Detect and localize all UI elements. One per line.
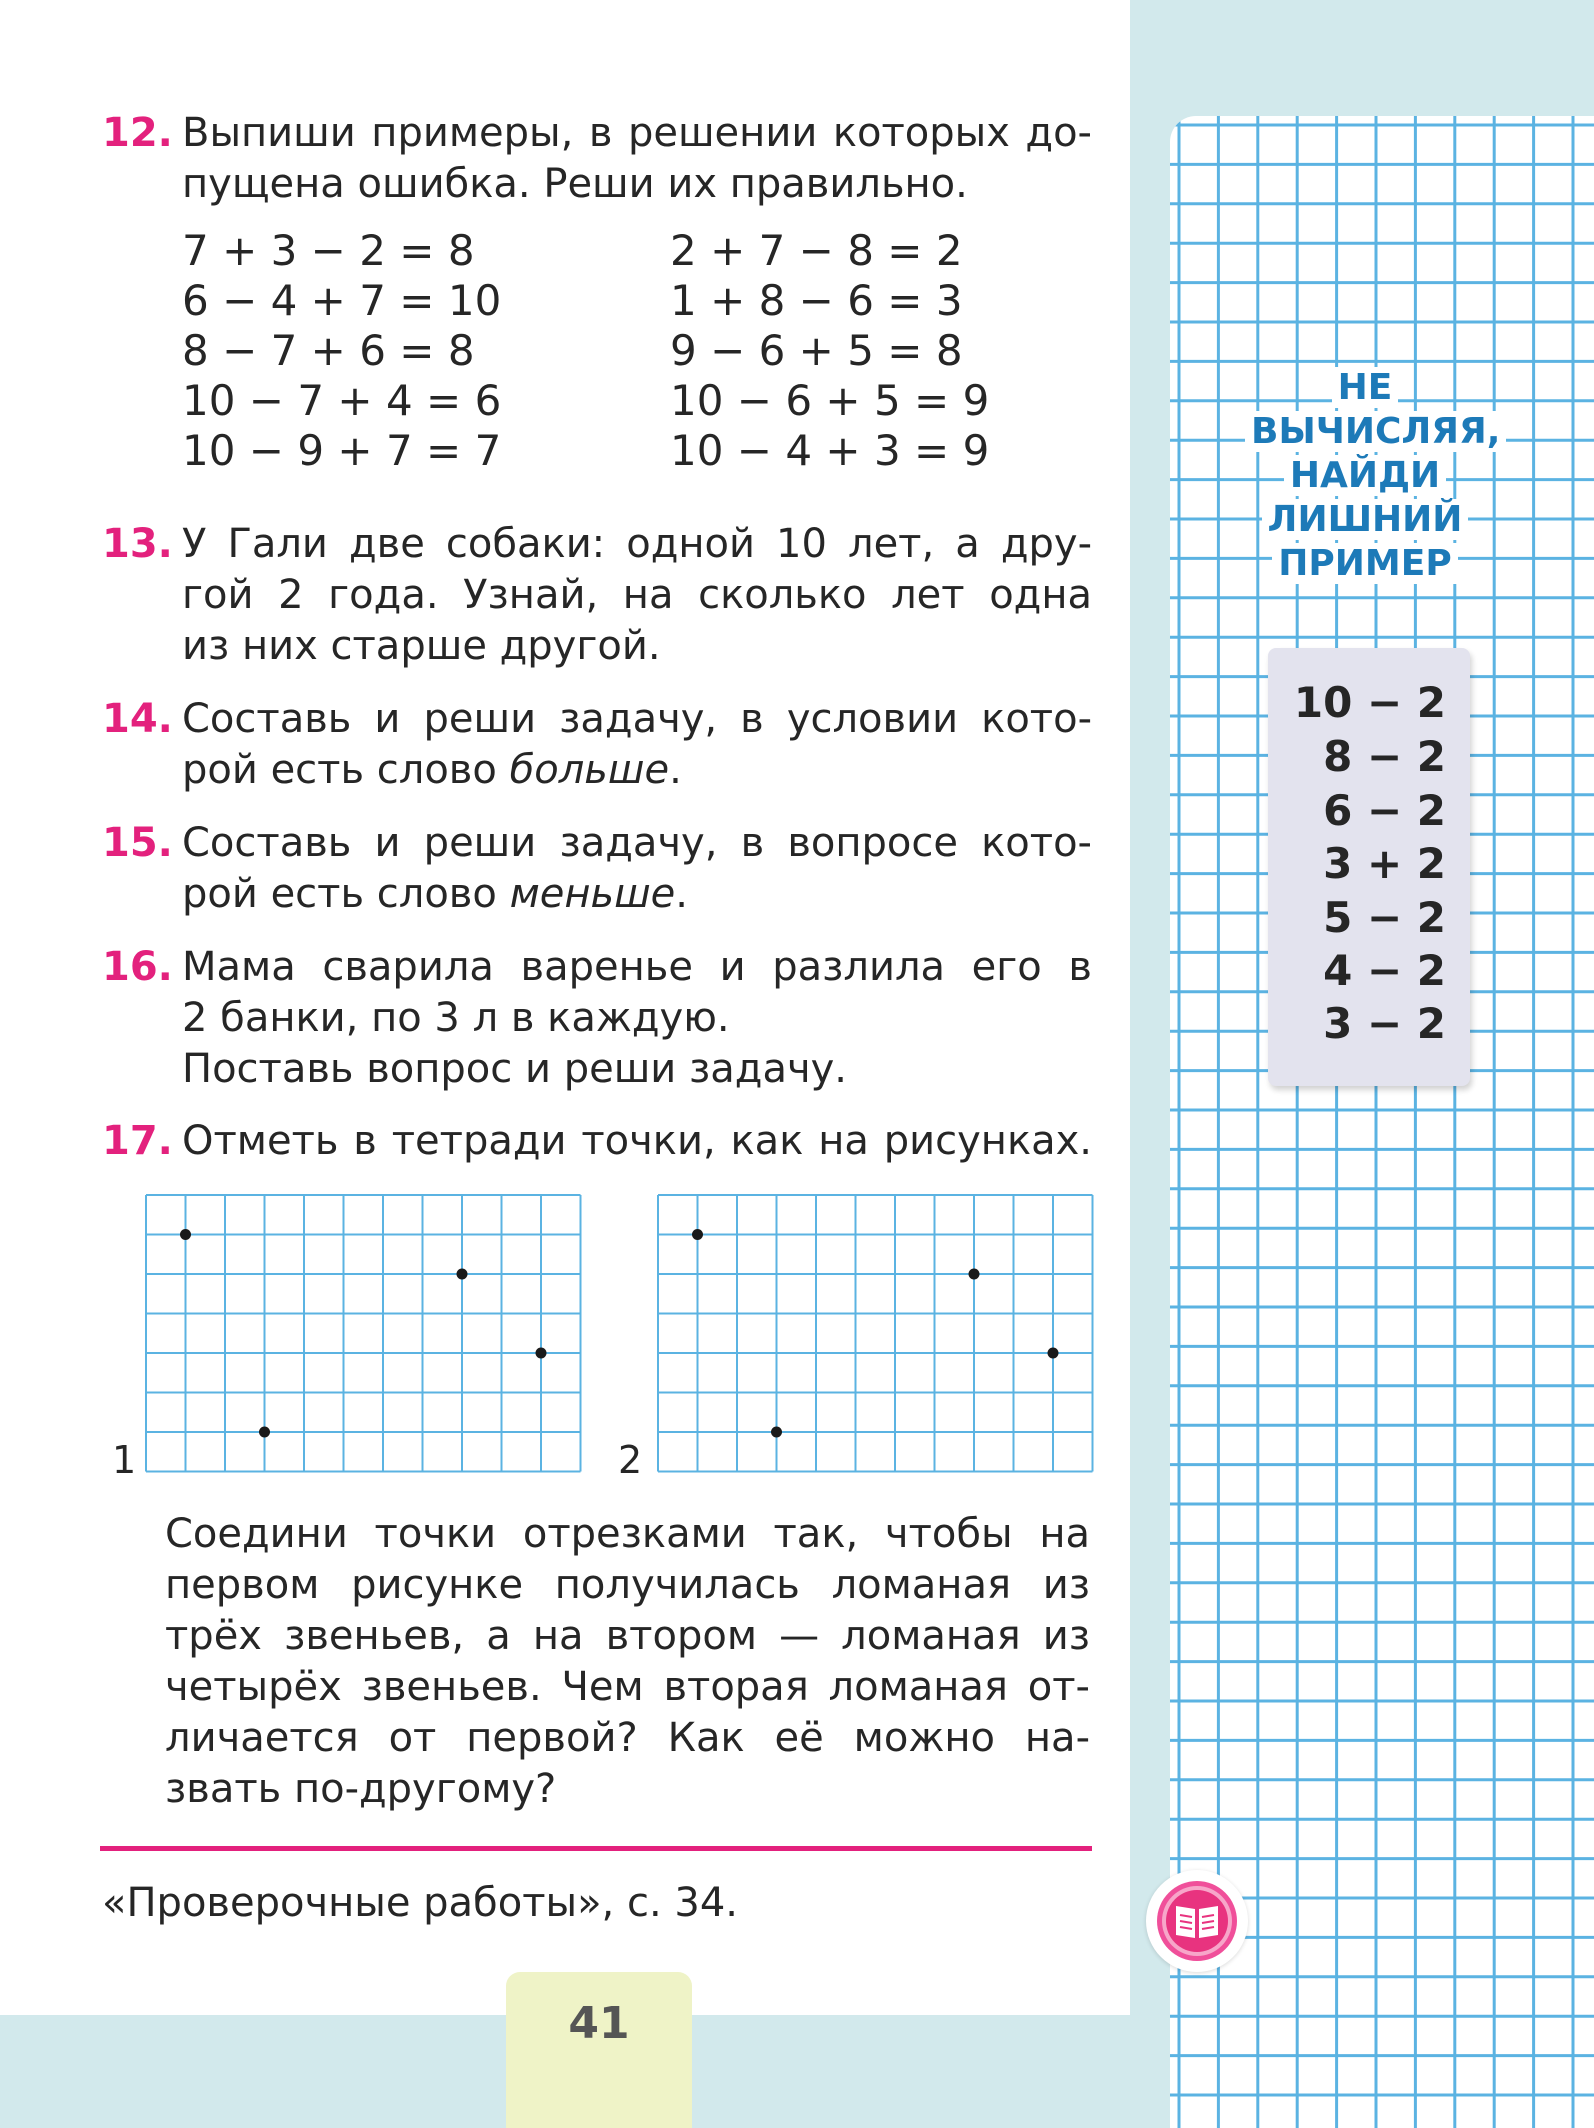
- workbook-link[interactable]: [1146, 1870, 1248, 1972]
- grid-point: [180, 1229, 191, 1240]
- example: 9 − 6 + 5 = 8: [670, 326, 963, 375]
- reference-text: «Проверочные работы», с. 34.: [102, 1880, 739, 1926]
- task-text-line: Отметь в тетради точки, как на рисунках.: [182, 1118, 1092, 1164]
- task-text-line: трёх звеньев, а на втором — ломаная из: [165, 1613, 1090, 1659]
- task-text-line: первом рисунке получилась ломаная из: [165, 1562, 1090, 1608]
- task-number: 16.: [102, 944, 173, 990]
- example: 8 − 7 + 6 = 8: [182, 326, 475, 375]
- task-text-line: пущена ошибка. Реши их правильно.: [182, 161, 968, 207]
- task-text-line: гой 2 года. Узнай, на сколько лет одна: [182, 572, 1092, 618]
- grid-point: [692, 1229, 703, 1240]
- grid-point: [457, 1269, 468, 1280]
- grid-point: [969, 1269, 980, 1280]
- divider-line: [100, 1846, 1092, 1851]
- example: 7 + 3 − 2 = 8: [182, 226, 475, 275]
- task-13: [102, 519, 1092, 672]
- example: 10 − 6 + 5 = 9: [670, 376, 990, 425]
- dot-grid-figure-1: [144, 1193, 584, 1475]
- task-number: 14.: [102, 696, 173, 742]
- example: 10 − 9 + 7 = 7: [182, 426, 502, 475]
- keyword: больше: [509, 747, 670, 793]
- sidebar-example: 4 − 2: [1323, 946, 1446, 995]
- example: 2 + 7 − 8 = 2: [670, 226, 963, 275]
- task-text-line: четырёх звеньев. Чем вторая ломаная от-: [165, 1664, 1090, 1710]
- task-15: [102, 818, 1092, 920]
- book-icon: [1146, 1870, 1248, 1972]
- grid-point: [536, 1348, 547, 1359]
- sidebar-examples-card: [1268, 648, 1470, 1086]
- task-text-line: звать по-другому?: [165, 1766, 557, 1812]
- example: 10 − 4 + 3 = 9: [670, 426, 990, 475]
- task-16: [102, 942, 1092, 1095]
- task-17-followup: [165, 1509, 1090, 1815]
- task-text-line: Поставь вопрос и реши задачу.: [182, 1046, 847, 1092]
- sidebar-example: 3 + 2: [1323, 839, 1446, 888]
- task-text-line: Мама сварила варенье и разлила его в: [182, 944, 1092, 990]
- grid-point: [1048, 1348, 1059, 1359]
- task-text-line: Выпиши примеры, в решении которых до-: [182, 110, 1092, 156]
- sidebar-example: 3 − 2: [1323, 999, 1446, 1048]
- task-text-line: 2 банки, по 3 л в каждую.: [182, 995, 730, 1041]
- task-17: [102, 1116, 1092, 1167]
- grid-point: [259, 1427, 270, 1438]
- example: 1 + 8 − 6 = 3: [670, 276, 963, 325]
- task-text-line: Соедини точки отрезками так, чтобы на: [165, 1511, 1090, 1557]
- task-number: 17.: [102, 1118, 173, 1164]
- sidebar-example: 6 − 2: [1323, 786, 1446, 835]
- figure-label: 1: [112, 1438, 137, 1482]
- task-text-line: из них старше другой.: [182, 623, 661, 669]
- sidebar-title: НЕ ВЫЧИСЛЯЯ, НАЙДИ ЛИШНИЙ ПРИМЕР: [1245, 366, 1485, 586]
- sidebar-example: 8 − 2: [1323, 732, 1446, 781]
- keyword: меньше: [509, 871, 676, 917]
- task-number: 12.: [102, 110, 173, 156]
- task-text-line: рой есть слово меньше.: [182, 871, 689, 917]
- task-text-line: Составь и реши задачу, в условии кото-: [182, 696, 1092, 742]
- task-number: 15.: [102, 820, 173, 866]
- example: 6 − 4 + 7 = 10: [182, 276, 502, 325]
- page-number: 41: [506, 1972, 692, 2128]
- sidebar-example: 10 − 2: [1293, 678, 1446, 727]
- sidebar-example: 5 − 2: [1323, 893, 1446, 942]
- grid-point: [771, 1427, 782, 1438]
- task-text-line: рой есть слово больше.: [182, 747, 682, 793]
- task-number: 13.: [102, 521, 173, 567]
- dot-grid-figure-2: [656, 1193, 1096, 1475]
- task-text-line: У Гали две собаки: одной 10 лет, а дру-: [182, 521, 1092, 567]
- task-14: [102, 694, 1092, 796]
- task-text-line: Составь и реши задачу, в вопросе кото-: [182, 820, 1092, 866]
- task-12: [102, 108, 1092, 210]
- figure-label: 2: [618, 1438, 643, 1482]
- example: 10 − 7 + 4 = 6: [182, 376, 502, 425]
- task-text-line: личается от первой? Как её можно на-: [165, 1715, 1090, 1761]
